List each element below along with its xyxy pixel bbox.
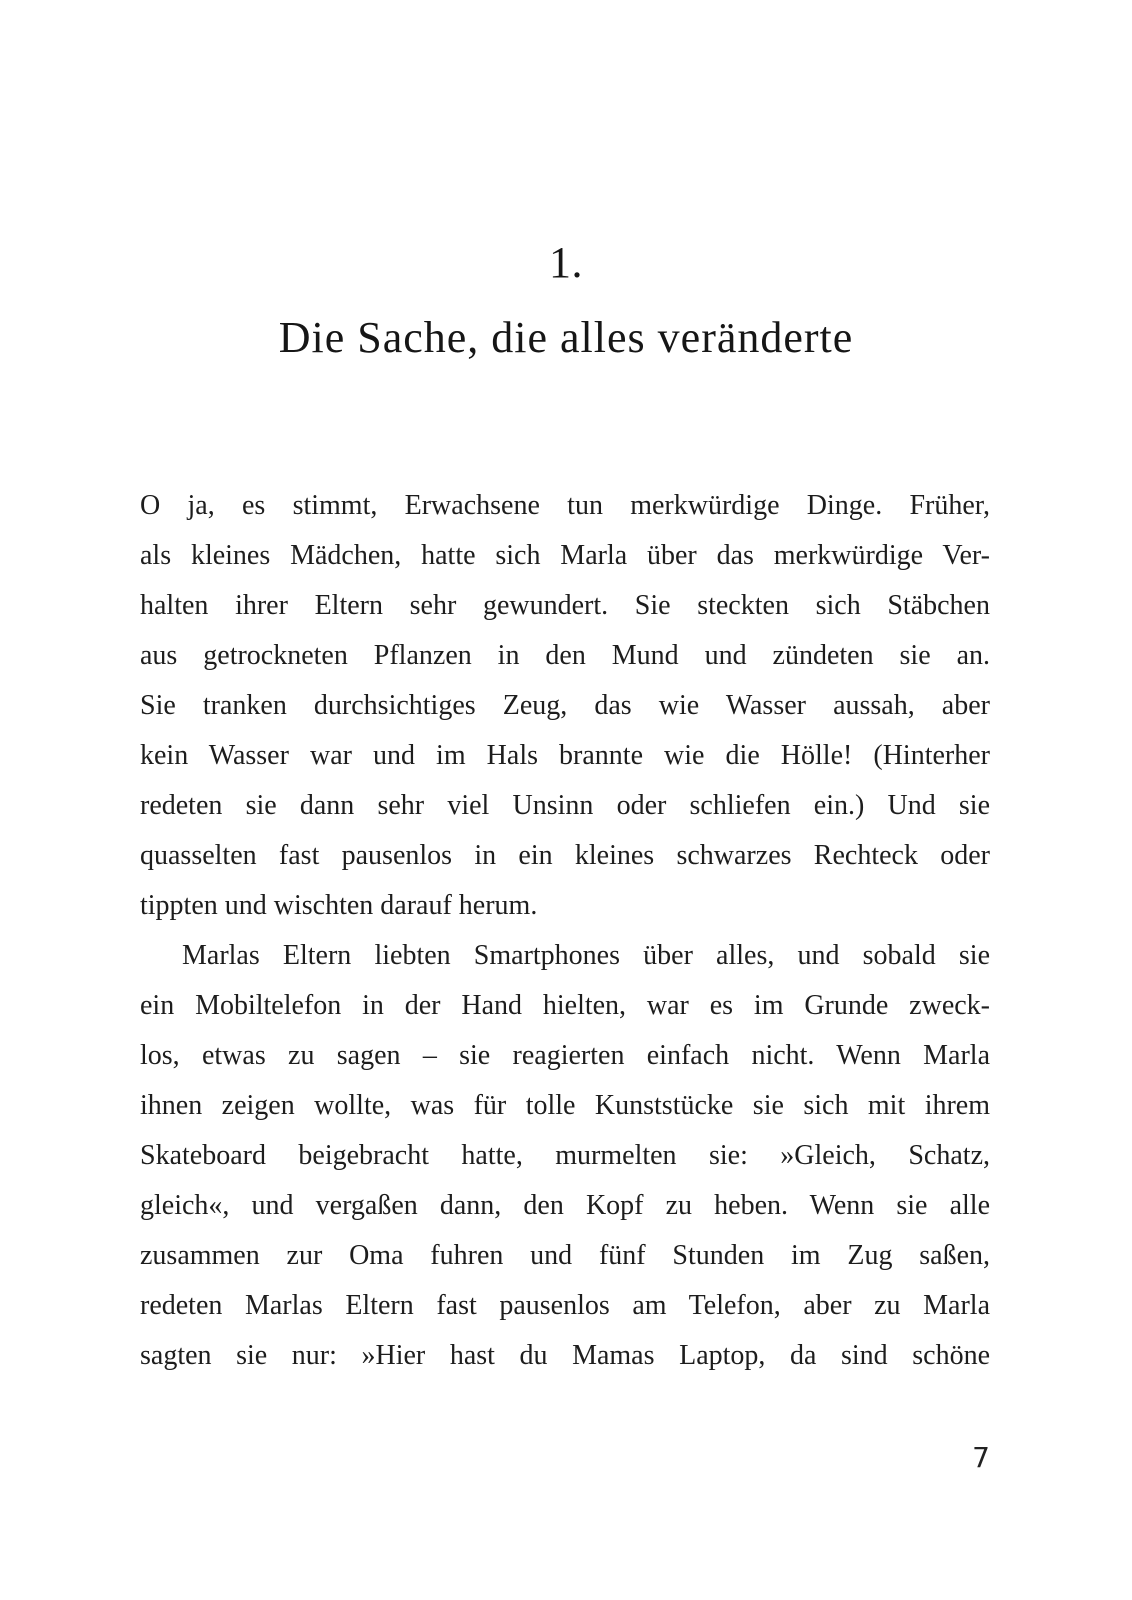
text-line: halten ihrer Eltern sehr gewundert. Sie steckten sich Stäbchen — [140, 590, 990, 621]
text-line: Skateboard beigebracht hatte, murmelten sie: »Gleich, Schatz, — [140, 1140, 990, 1171]
text-line: ihnen zeigen wollte, was für tolle Kunststücke sie sich mit ihrem — [140, 1090, 990, 1121]
paragraph-2 — [140, 931, 990, 1381]
chapter-title: Die Sache, die alles veränderte — [278, 313, 854, 362]
text-line: O ja, es stimmt, Erwachsene tun merkwürdige Dinge. Früher, — [140, 490, 990, 521]
text-line: tippten und wischten darauf herum. — [140, 890, 538, 921]
text-line: los, etwas zu sagen – sie reagierten einfach nicht. Wenn Marla — [140, 1040, 990, 1071]
text-line: aus getrockneten Pflanzen in den Mund und zündeten sie an. — [140, 640, 990, 671]
text-line: sagten sie nur: »Hier hast du Mamas Laptop, da sind schöne — [140, 1340, 990, 1371]
text-line: Marlas Eltern liebten Smartphones über alles, und sobald sie — [182, 940, 990, 971]
page-number: 7 — [972, 1441, 990, 1474]
text-line: kein Wasser war und im Hals brannte wie die Hölle! (Hinterher — [140, 740, 990, 771]
text-line: als kleines Mädchen, hatte sich Marla über das merkwürdige Ver- — [140, 540, 990, 571]
text-line: gleich«, und vergaßen dann, den Kopf zu heben. Wenn sie alle — [140, 1190, 990, 1221]
body-text — [140, 481, 990, 1381]
text-line: redeten sie dann sehr viel Unsinn oder schliefen ein.) Und sie — [140, 790, 990, 821]
text-line: redeten Marlas Eltern fast pausenlos am Telefon, aber zu Marla — [140, 1290, 990, 1321]
text-line: quasselten fast pausenlos in ein kleines schwarzes Rechteck oder — [140, 840, 990, 871]
text-line: Sie tranken durchsichtiges Zeug, das wie Wasser aussah, aber — [140, 690, 990, 721]
text-line: ein Mobiltelefon in der Hand hielten, war es im Grunde zweck- — [140, 990, 990, 1021]
text-line: zusammen zur Oma fuhren und fünf Stunden im Zug saßen, — [140, 1240, 990, 1271]
paragraph-1 — [140, 481, 990, 931]
chapter-number: 1. — [549, 238, 583, 287]
